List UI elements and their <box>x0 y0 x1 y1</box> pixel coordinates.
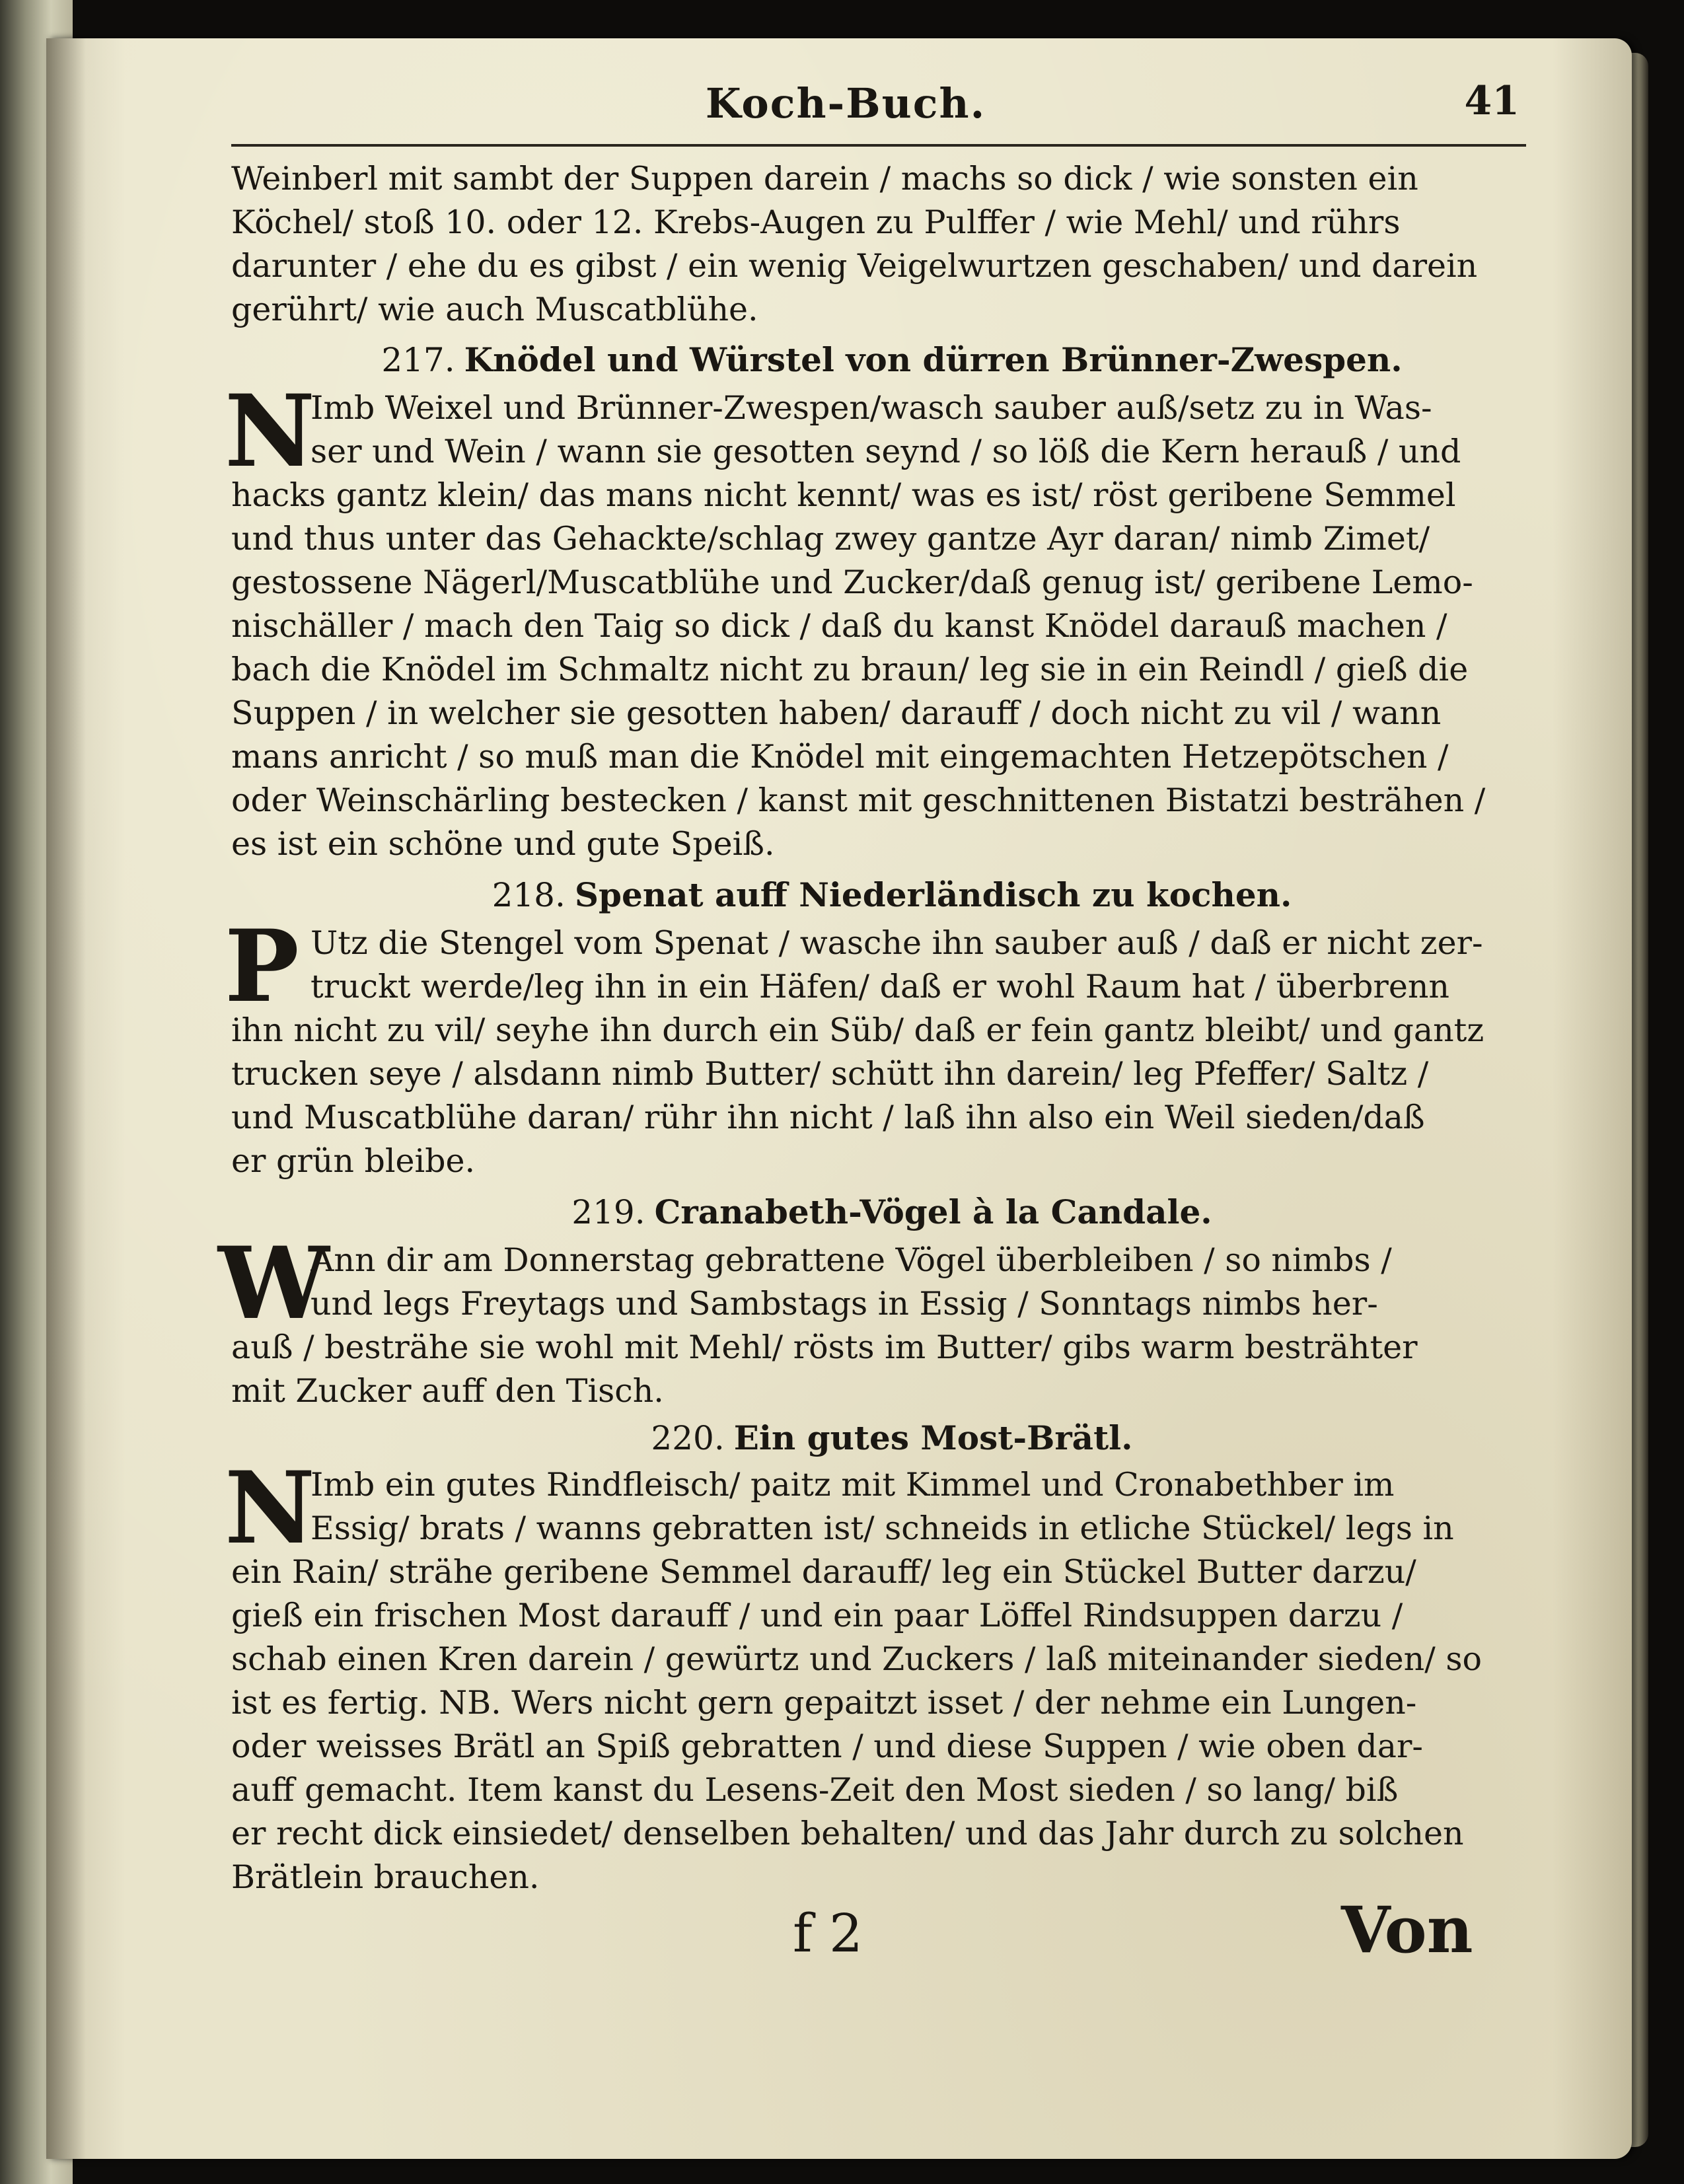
text-line: mans anricht / so muß man die Knödel mit eingemachten Hetzepötschen / <box>231 738 1449 776</box>
drop-initial: P <box>225 908 299 1025</box>
page-number: 41 <box>1464 78 1519 124</box>
text-line: Imb Weixel und Brünner-Zwespen/wasch sauber auß/setz zu in Was- <box>311 389 1432 427</box>
text-line: und Muscatblühe daran/ rühr ihn nicht / laß ihn also ein Weil sieden/daß <box>231 1099 1425 1136</box>
text-line: auß / besträhe sie wohl mit Mehl/ rösts im Butter/ gibs warm besträhter <box>231 1329 1418 1366</box>
text-line: bach die Knödel im Schmaltz nicht zu braun/ leg sie in ein Reindl / gieß die <box>231 651 1469 688</box>
text-line: Suppen / in welcher sie gesotten haben/ darauff / doch nicht zu vil / wann <box>231 694 1442 732</box>
recipe-number: 217. <box>381 341 455 379</box>
drop-initial: N <box>225 1450 316 1566</box>
text-line: Ann dir am Donnerstag gebrattene Vögel überbleiben / so nimbs / <box>311 1241 1392 1279</box>
text-line: Weinberl mit sambt der Suppen darein / machs so dick / wie sonsten ein <box>231 160 1418 198</box>
text-line: es ist ein schöne und gute Speiß. <box>231 825 775 863</box>
recipe-title: Knödel und Würstel von dürren Brünner-Zwespen. <box>464 340 1403 379</box>
text-line: gieß ein frischen Most darauff / und ein paar Löffel Rindsuppen darzu / <box>231 1597 1403 1634</box>
running-header: Koch-Buch. <box>705 79 986 127</box>
text-line: truckt werde/leg ihn in ein Häfen/ daß er wohl Raum hat / überbrenn <box>311 968 1449 1005</box>
recipe-heading-218 <box>429 873 1354 917</box>
recipe-number: 220. <box>651 1419 725 1457</box>
text-line: er recht dick einsiedet/ denselben behalten/ und das Jahr durch zu solchen <box>231 1815 1464 1852</box>
gutter-shadow <box>46 38 86 2159</box>
text-line: oder Weinschärling bestecken / kanst mit geschnittenen Bistatzi besträhen / <box>231 782 1486 819</box>
text-line: Brätlein brauchen. <box>231 1858 540 1896</box>
text-line: nischäller / mach den Taig so dick / daß du kanst Knödel darauß machen / <box>231 607 1447 645</box>
text-line: gestossene Nägerl/Muscatblühe und Zucker/daß genug ist/ geribene Lemo- <box>231 564 1473 601</box>
text-line: schab einen Kren darein / gewürtz und Zuckers / laß miteinander sieden/ so <box>231 1640 1482 1678</box>
recipe-heading-220 <box>462 1416 1321 1460</box>
recipe-number: 219. <box>571 1193 645 1231</box>
text-line: auff gemacht. Item kanst du Lesens-Zeit den Most sieden / so lang/ biß <box>231 1771 1399 1809</box>
text-line: und thus unter das Gehackte/schlag zwey gantze Ayr daran/ nimb Zimet/ <box>231 520 1430 558</box>
text-line: Imb ein gutes Rindfleisch/ paitz mit Kimmel und Cronabethber im <box>311 1466 1395 1504</box>
text-line: er grün bleibe. <box>231 1142 476 1180</box>
recipe-number: 218. <box>492 876 566 914</box>
recipe-heading-219 <box>462 1190 1321 1234</box>
recipe-title: Ein gutes Most-Brätl. <box>733 1418 1133 1457</box>
text-line: Essig/ brats / wanns gebratten ist/ schneids in etliche Stückel/ legs in <box>311 1510 1454 1547</box>
text-line: oder weisses Brätl an Spiß gebratten / und diese Suppen / wie oben dar- <box>231 1728 1423 1765</box>
text-line: Köchel/ stoß 10. oder 12. Krebs-Augen zu Pulffer / wie Mehl/ und rührs <box>231 203 1401 241</box>
text-line: darunter / ehe du es gibst / ein wenig Veigelwurtzen geschaben/ und darein <box>231 247 1478 285</box>
text-line: ein Rain/ strähe geribene Semmel darauff/ leg ein Stückel Butter darzu/ <box>231 1553 1416 1591</box>
text-line: und legs Freytags und Sambstags in Essig / Sonntags nimbs her- <box>311 1285 1378 1323</box>
text-line: Utz die Stengel vom Spenat / wasche ihn sauber auß / daß er nicht zer- <box>311 924 1483 962</box>
drop-initial: W <box>218 1225 330 1342</box>
text-line: ihn nicht zu vil/ seyhe ihn durch ein Süb/ daß er fein gantz bleibt/ und gantz <box>231 1011 1484 1049</box>
text-line: trucken seye / alsdann nimb Butter/ schütt ihn darein/ leg Pfeffer/ Saltz / <box>231 1055 1429 1093</box>
text-line: mit Zucker auff den Tisch. <box>231 1372 664 1410</box>
text-line: ist es fertig. NB. Wers nicht gern gepaitzt isset / der nehme ein Lungen- <box>231 1684 1417 1722</box>
text-line: gerührt/ wie auch Muscatblühe. <box>231 291 758 328</box>
recipe-title: Cranabeth-Vögel à la Candale. <box>654 1192 1212 1231</box>
catchword: Von <box>1341 1893 1473 1967</box>
text-line: hacks gantz klein/ das mans nicht kennt/ was es ist/ röst geribene Semmel <box>231 476 1456 514</box>
recipe-heading-217 <box>330 338 1453 382</box>
drop-initial: N <box>225 373 316 490</box>
signature-mark: f 2 <box>793 1903 863 1964</box>
recipe-title: Spenat auff Niederländisch zu kochen. <box>574 875 1292 914</box>
text-line: ser und Wein / wann sie gesotten seynd / so löß die Kern herauß / und <box>311 433 1461 470</box>
header-rule <box>231 144 1526 147</box>
